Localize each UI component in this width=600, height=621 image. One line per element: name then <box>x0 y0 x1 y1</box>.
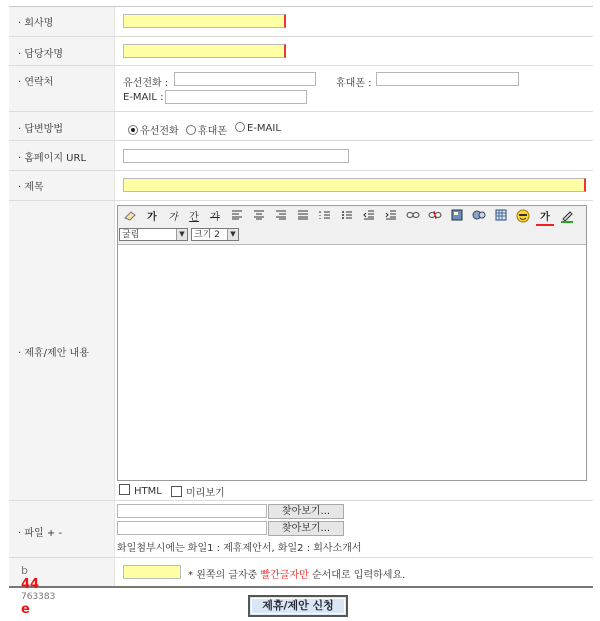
captcha-note: * 왼쪽의 글자중 빨간글자만 순서대로 입력하세요. <box>188 570 406 581</box>
font-color-icon[interactable]: 가 <box>536 209 554 226</box>
checkbox-icon[interactable] <box>171 486 182 497</box>
file-input-1[interactable] <box>117 504 267 518</box>
strikethrough-icon[interactable]: 가 <box>210 212 220 223</box>
editor-toolbar <box>118 206 586 245</box>
ordered-list-icon[interactable] <box>316 209 334 226</box>
content-row <box>9 201 593 501</box>
captcha-input[interactable] <box>123 565 181 579</box>
underline-icon[interactable]: 간 <box>189 212 199 223</box>
checkbox-icon[interactable] <box>119 484 130 495</box>
email-input[interactable] <box>165 90 307 104</box>
radio-icon[interactable] <box>186 125 196 135</box>
indent-icon[interactable] <box>382 209 400 226</box>
editor-content-area[interactable] <box>118 245 586 480</box>
align-left-icon[interactable] <box>228 209 246 226</box>
mobile-input[interactable] <box>376 72 519 86</box>
rich-text-editor <box>117 205 587 481</box>
emoticon-icon[interactable] <box>514 209 532 226</box>
manager-label: · 담당자명 <box>18 49 63 60</box>
link-icon[interactable] <box>404 209 422 226</box>
eraser-icon[interactable] <box>121 209 139 226</box>
homepage-input[interactable] <box>123 149 349 163</box>
table-icon[interactable] <box>492 209 510 226</box>
font-select[interactable]: 굴림 ▼ <box>119 228 188 241</box>
phone-input[interactable] <box>174 72 316 86</box>
align-center-icon[interactable] <box>250 209 268 226</box>
browse-button-2[interactable]: 찾아보기... <box>268 521 344 536</box>
image-icon[interactable] <box>448 209 466 226</box>
size-select[interactable]: 크기 2 ▼ <box>191 228 239 241</box>
company-row <box>9 7 593 37</box>
reply-option-email[interactable]: E-MAIL <box>235 122 281 134</box>
browse-button-1[interactable]: 찾아보기... <box>268 504 344 519</box>
unlink-icon[interactable] <box>426 209 444 226</box>
files-note: 화일첨부시에는 화일1 : 제휴제안서, 화일2 : 회사소개서 <box>117 543 362 554</box>
chevron-down-icon: ▼ <box>176 229 187 240</box>
reply-option-mobile[interactable]: 휴대폰 <box>186 122 227 137</box>
company-label-cell <box>9 7 115 36</box>
subject-input[interactable] <box>123 178 586 192</box>
captcha-code: b 44 763383 e <box>21 564 56 617</box>
align-right-icon[interactable] <box>272 209 290 226</box>
contact-row <box>9 66 593 112</box>
mobile-label: 휴대폰 : <box>336 78 372 89</box>
html-toggle[interactable]: HTML <box>119 484 162 497</box>
manager-row <box>9 37 593 66</box>
radio-icon[interactable] <box>235 122 245 132</box>
email-label: E-MAIL : <box>123 92 164 103</box>
contact-label: · 연락처 <box>18 77 54 88</box>
outdent-icon[interactable] <box>360 209 378 226</box>
subject-label: · 제목 <box>18 182 44 193</box>
submit-button[interactable]: 제휴/제안 신청 <box>248 595 348 617</box>
subject-row <box>9 171 593 201</box>
files-row <box>9 501 593 558</box>
homepage-row <box>9 141 593 171</box>
unordered-list-icon[interactable] <box>338 209 356 226</box>
media-icon[interactable] <box>470 209 488 226</box>
reply-row <box>9 112 593 141</box>
company-input[interactable] <box>123 14 286 28</box>
chevron-down-icon: ▼ <box>227 229 238 240</box>
align-justify-icon[interactable] <box>294 209 312 226</box>
preview-toggle[interactable]: 미리보기 <box>171 484 225 499</box>
bold-icon[interactable]: 가 <box>147 212 157 223</box>
highlight-icon[interactable] <box>558 209 576 226</box>
manager-input[interactable] <box>123 44 286 58</box>
file-input-2[interactable] <box>117 521 267 535</box>
homepage-label: · 홈페이지 URL <box>18 153 87 164</box>
files-label: · 파일 + - <box>18 528 63 539</box>
phone-label: 유선전화 : <box>123 78 169 89</box>
company-label: · 회사명 <box>18 18 54 29</box>
reply-option-phone[interactable]: 유선전화 <box>128 122 179 137</box>
reply-label: · 답변방법 <box>18 124 63 135</box>
italic-icon[interactable]: 가 <box>168 212 178 223</box>
radio-icon[interactable] <box>128 125 138 135</box>
content-label: · 제휴/제안 내용 <box>18 348 89 359</box>
